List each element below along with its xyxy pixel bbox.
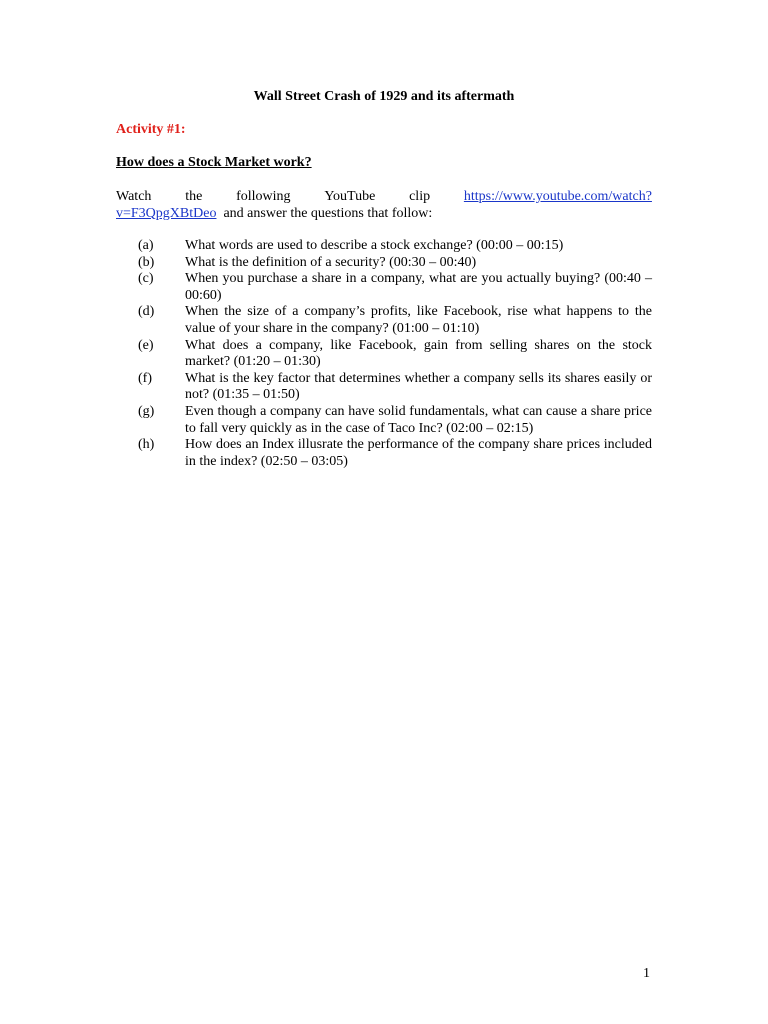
youtube-link[interactable]: https://www.youtube.com/watch? (463, 189, 652, 204)
section-heading: How does a Stock Market work? (116, 155, 312, 170)
question-item (138, 404, 652, 437)
question-marker: (d) (138, 304, 155, 320)
question-list (138, 238, 652, 470)
question-marker: (a) (138, 238, 154, 253)
intro-line (116, 205, 652, 222)
youtube-link-continued[interactable]: v=F3QpgXBtDeo (116, 206, 217, 221)
question-marker: (c) (138, 271, 154, 287)
question-item (138, 255, 652, 272)
page-number: 1 (643, 966, 650, 981)
question-item (138, 437, 652, 470)
question-item (138, 271, 652, 304)
question-text: When you purchase a share in a company, what are you actually buying? (00:40 – 00:60) (185, 271, 652, 303)
question-text: Even though a company can have solid fundamentals, what can cause a share price to fall very quickly as in the case of Taco Inc? (02:00 – 02:15) (185, 403, 652, 436)
question-text: What is the key factor that determines whether a company sells its shares easily or not? (01:35 – 01:50) (185, 370, 652, 403)
intro-paragraph (116, 188, 652, 222)
question-text: How does an Index illusrate the performance of the company share prices included in the index? (02:50 – 03:05) (185, 437, 652, 469)
question-marker: (h) (138, 437, 155, 453)
question-item (138, 371, 652, 404)
intro-word: the (185, 189, 203, 204)
question-text: What words are used to describe a stock exchange? (00:00 – 00:15) (185, 238, 564, 253)
question-text: When the size of a company’s profits, like Facebook, rise what happens to the value of your share in the company? (01:00 – 01:10) (185, 304, 652, 336)
question-marker: (e) (138, 337, 154, 353)
intro-word: clip (409, 189, 431, 204)
document-title: Wall Street Crash of 1929 and its aftermath (253, 89, 515, 104)
intro-instruction: and answer the questions that follow: (223, 206, 433, 221)
intro-word: following (236, 189, 291, 204)
activity-heading: Activity #1: (116, 122, 186, 137)
question-text: What is the definition of a security? (00:30 – 00:40) (185, 254, 477, 270)
intro-word: Watch (116, 189, 152, 204)
intro-line (116, 188, 652, 205)
intro-word: YouTube (324, 189, 376, 204)
question-item (138, 338, 652, 371)
question-item (138, 238, 652, 255)
question-text: What does a company, like Facebook, gain from selling shares on the stock market? (01:20 – 01:30) (185, 337, 652, 370)
question-item (138, 304, 652, 337)
question-marker: (b) (138, 254, 155, 270)
question-marker: (f) (138, 370, 152, 386)
question-marker: (g) (138, 403, 155, 419)
